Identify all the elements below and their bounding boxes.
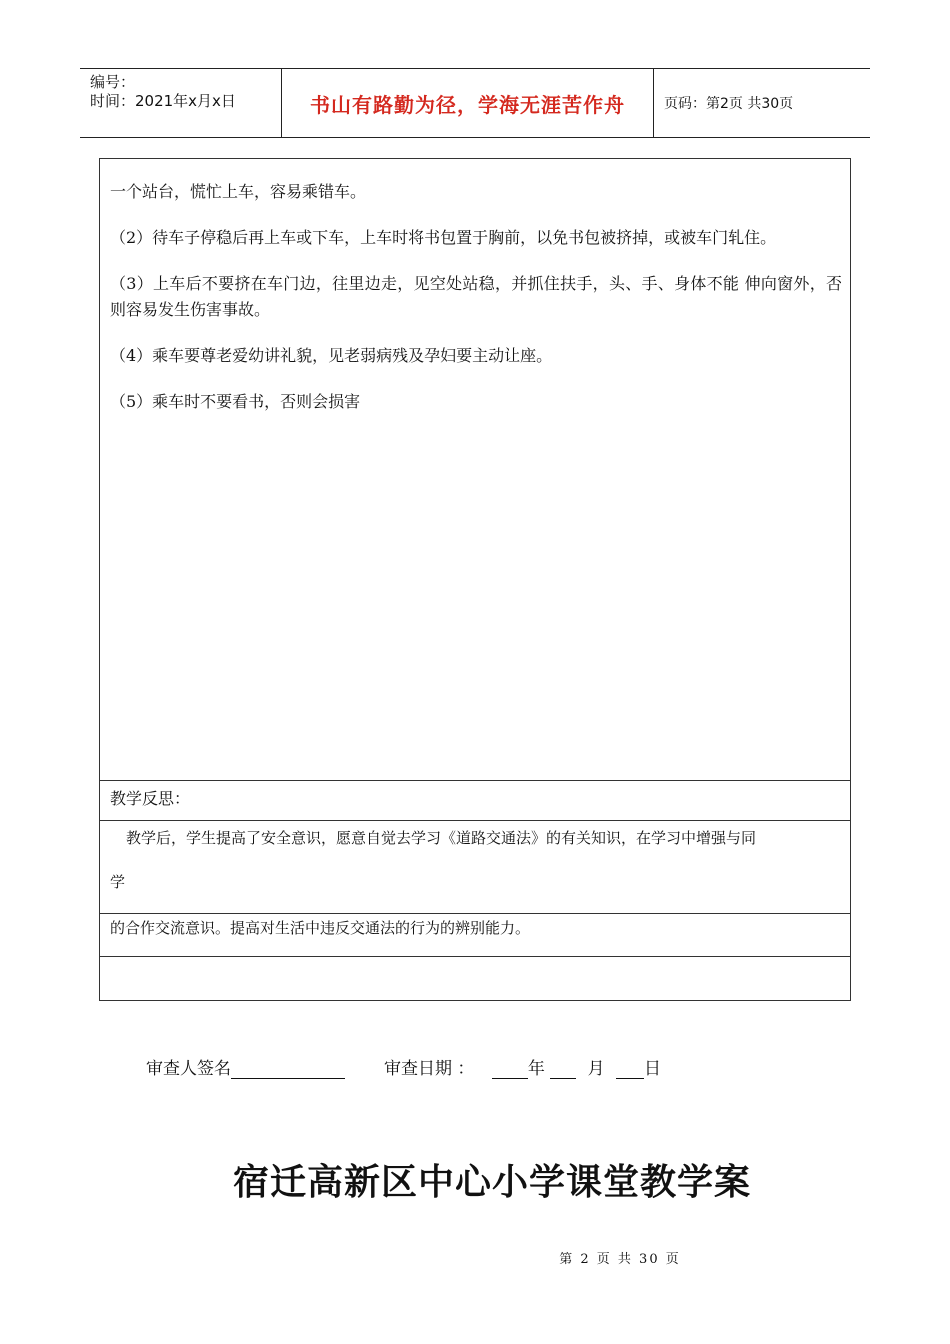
header-page-info: 页码：第2页 共30页 [664, 96, 794, 112]
serial-label: 编号： [90, 73, 136, 91]
table-divider [100, 913, 850, 914]
lesson-table [99, 158, 851, 1001]
paragraph: 一个站台，慌忙上车，容易乘错车。 [110, 182, 367, 201]
paragraph: （2）待车子停稳后再上车或下车，上车时将书包置于胸前，以免书包被挤掉，或被车门轧住。 [110, 228, 777, 247]
reflection-text: 的合作交流意识。提高对生活中违反交通法的行为的辨别能力。 [110, 919, 531, 937]
lesson-content [110, 179, 842, 435]
reviewer-label: 审查人签名 [146, 1059, 231, 1079]
table-divider [100, 956, 850, 957]
table-divider [100, 820, 850, 821]
year-blank[interactable] [492, 1060, 528, 1079]
header-meta [80, 69, 282, 137]
reflection-label: 教学反思： [110, 789, 191, 808]
year-label: 年 [527, 1059, 545, 1079]
page-header [80, 68, 870, 138]
signature-line[interactable] [231, 1060, 345, 1079]
paragraph: （4）乘车要尊老爱幼讲礼貌，见老弱病残及孕妇要主动让座。 [110, 346, 553, 365]
reflection-text: 学 [110, 873, 126, 891]
paragraph: （3）上车后不要挤在车门边，往里边走，见空处站稳，并抓住扶手，头、手、身体不能 伸向窗外，否则容易发生伤害事故。 [110, 274, 842, 319]
day-label: 日 [644, 1059, 662, 1079]
reflection-text: 教学后，学生提高了安全意识，愿意自觉去学习《道路交通法》的有关知识，在学习中增强与同 [126, 829, 757, 847]
month-blank[interactable] [550, 1060, 576, 1079]
date-label: 审查日期 ： [384, 1059, 475, 1079]
header-motto: 书山有路勤为径，学海无涯苦作舟 [282, 69, 654, 137]
review-date [384, 1054, 661, 1079]
reviewer-signature [146, 1054, 345, 1079]
page-footer: 第 2 页 共 30 页 [559, 1252, 681, 1267]
day-blank[interactable] [616, 1060, 644, 1079]
paragraph: （5）乘车时不要看书，否则会损害 [110, 392, 361, 411]
table-divider [100, 780, 850, 781]
month-label: 月 [587, 1059, 605, 1079]
time-label: 时间：2021年x月x日 [90, 92, 236, 110]
document-title: 宿迁高新区中心小学课堂教学案 [232, 1161, 751, 1203]
